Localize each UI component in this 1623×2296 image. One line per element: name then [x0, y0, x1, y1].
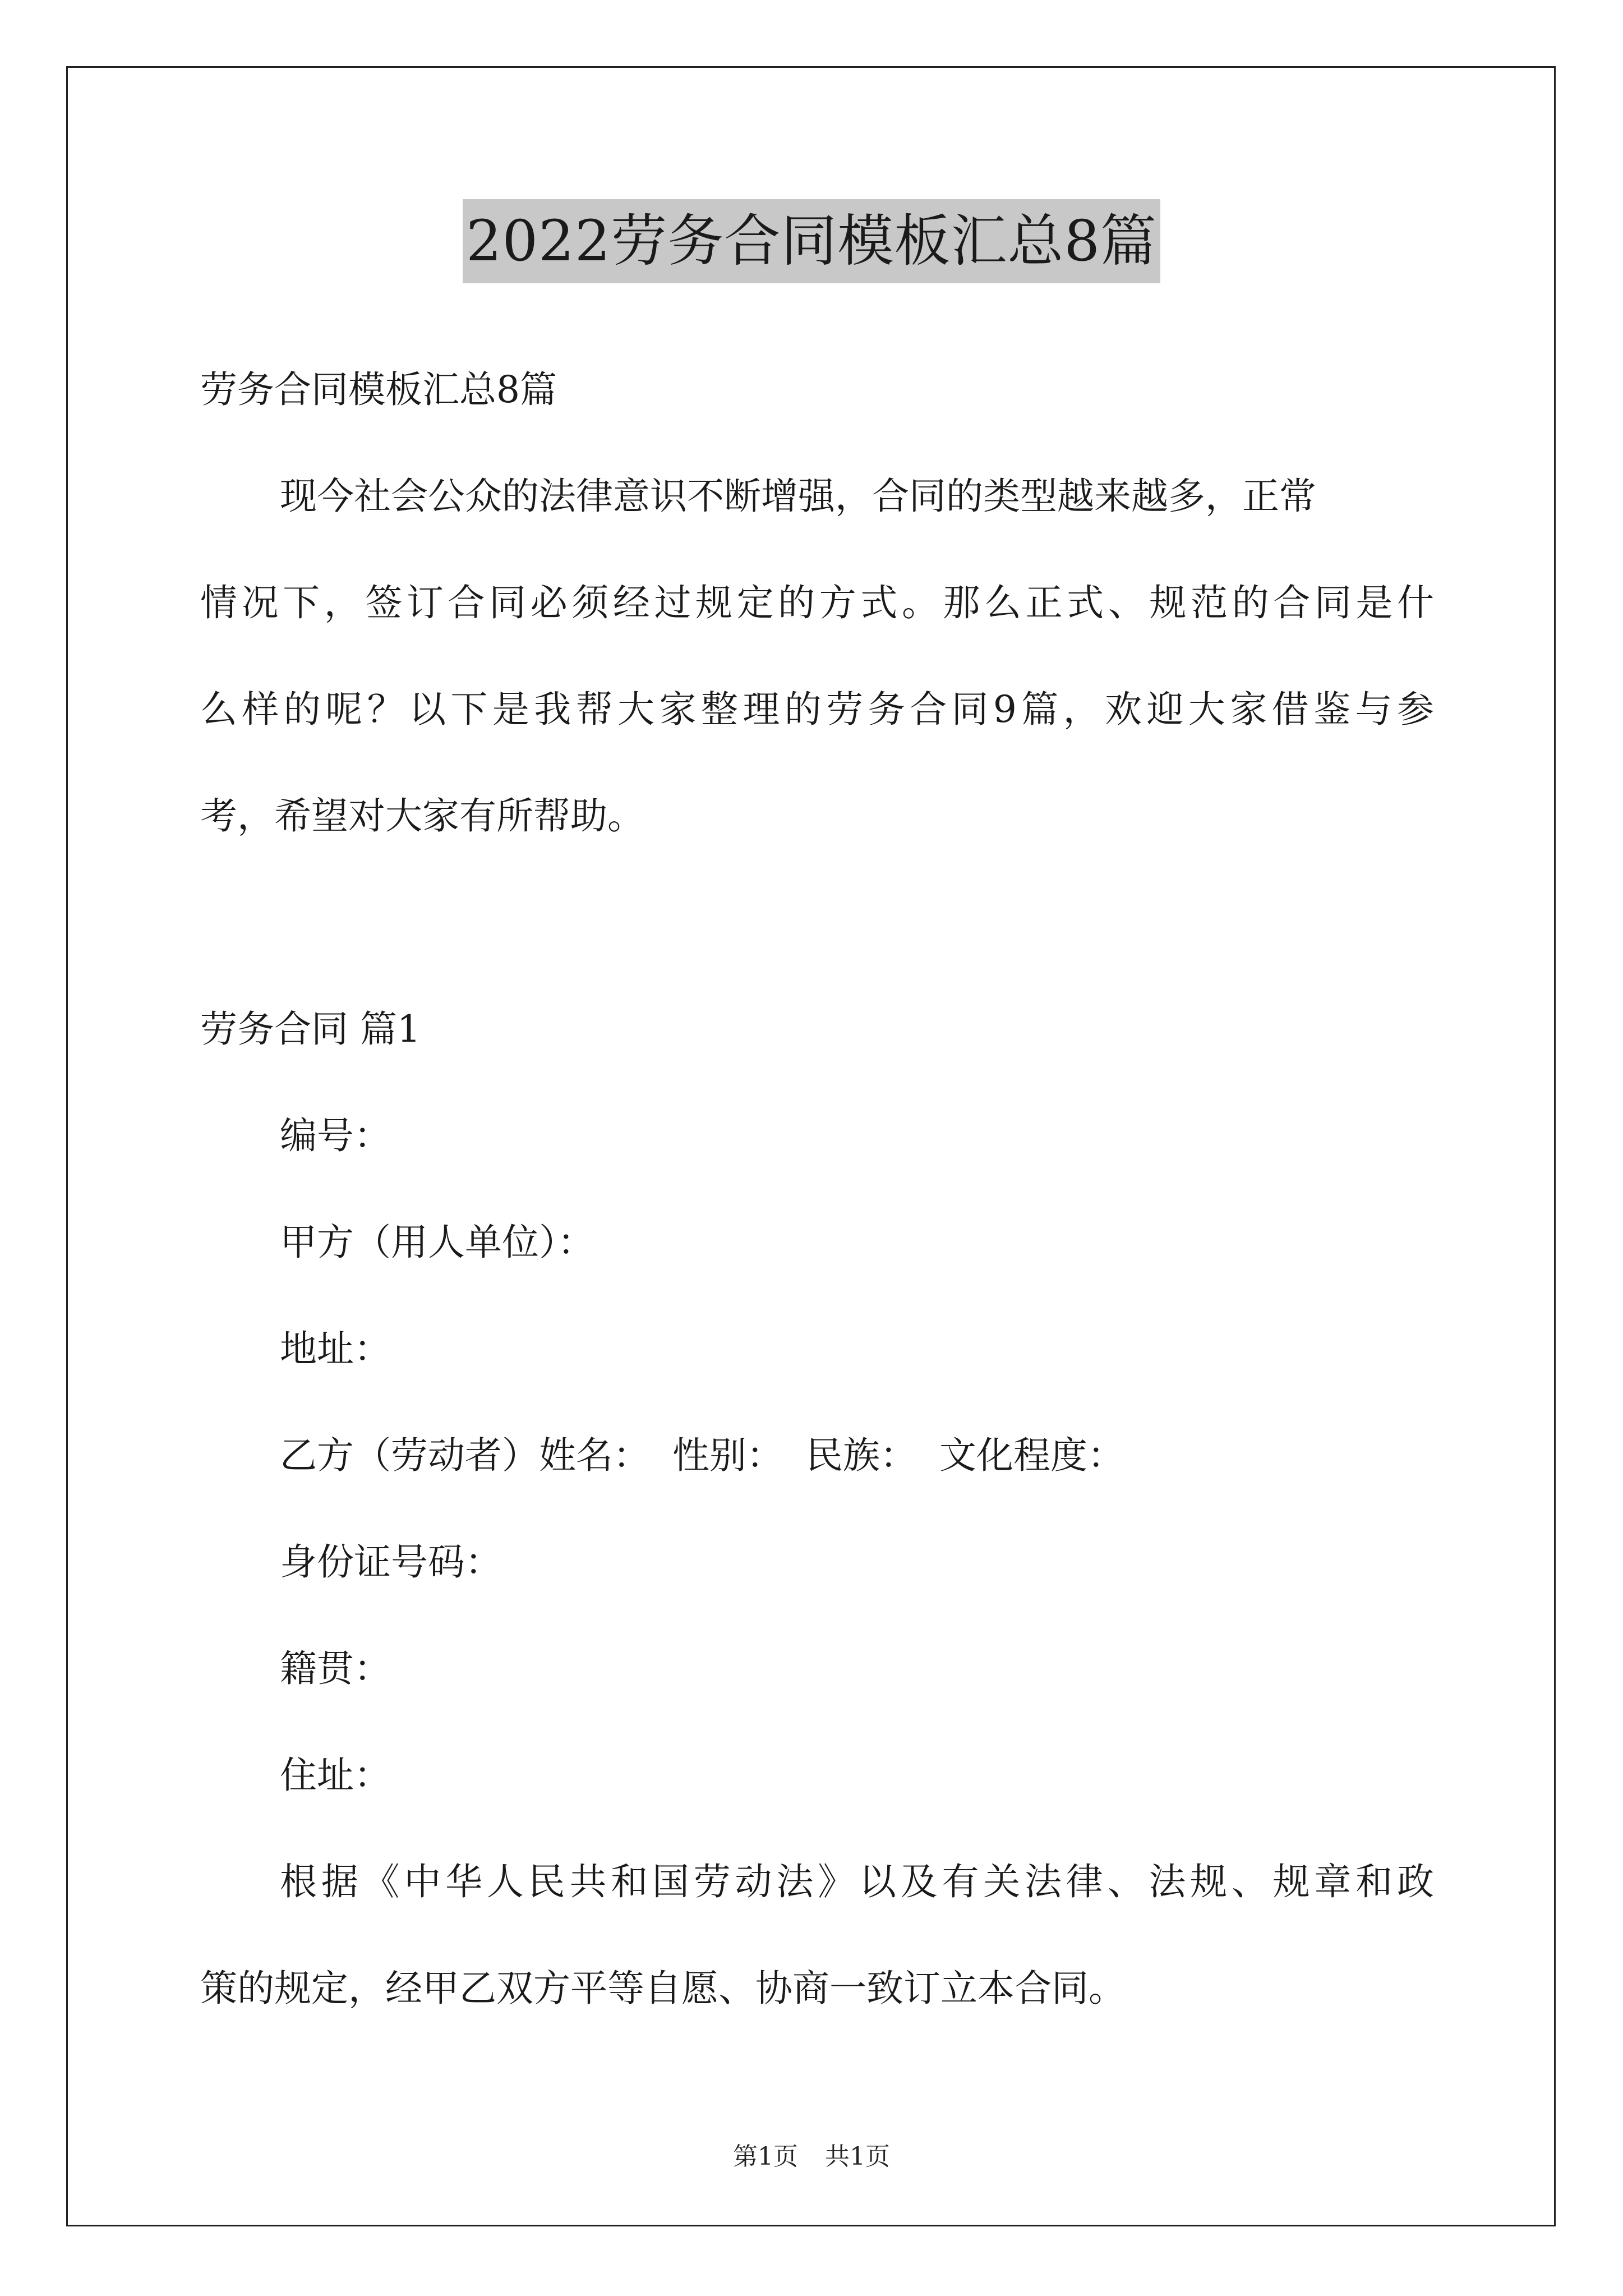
intro-line-2: 情况下，签订合同必须经过规定的方式。那么正式、规范的合同是什 — [200, 581, 1434, 624]
page-number-current: 第1页 — [733, 2142, 798, 2171]
intro-line-4: 考，希望对大家有所帮助。 — [200, 794, 644, 838]
paragraph-gap — [200, 869, 1434, 976]
field-residence: 住址： — [280, 1754, 391, 1797]
field-number: 编号： — [280, 1114, 391, 1157]
basis-line-1: 根据《中华人民共和国劳动法》以及有关法律、法规、规章和政 — [280, 1860, 1434, 1903]
section-heading: 劳务合同 篇1 — [200, 1007, 421, 1051]
intro-line-3: 么样的呢？以下是我帮大家整理的劳务合同9篇，欢迎大家借鉴与参 — [200, 688, 1434, 731]
title-container — [0, 199, 1623, 283]
field-party-b-row — [200, 1402, 1434, 1509]
document-body — [200, 337, 1434, 2042]
field-education: 文化程度： — [939, 1434, 1124, 1477]
field-party-a: 甲方（用人单位）： — [280, 1221, 594, 1264]
page-footer — [0, 2140, 1623, 2174]
field-gender: 性别： — [672, 1434, 783, 1477]
document-subtitle: 劳务合同模板汇总8篇 — [200, 368, 557, 411]
field-native-place: 籍贯： — [280, 1647, 391, 1690]
field-id-number: 身份证号码： — [280, 1540, 502, 1584]
basis-line-2: 策的规定，经甲乙双方平等自愿、协商一致订立本合同。 — [200, 1967, 1126, 2010]
field-party-b-name: 乙方（劳动者）姓名： — [280, 1434, 650, 1477]
document-title: 2022劳务合同模板汇总8篇 — [463, 199, 1160, 283]
intro-line-1: 现今社会公众的法律意识不断增强，合同的类型越来越多，正常 — [280, 475, 1316, 518]
page-number-total: 共1页 — [825, 2142, 890, 2171]
field-address: 地址： — [280, 1327, 391, 1370]
field-ethnicity: 民族： — [806, 1434, 917, 1477]
